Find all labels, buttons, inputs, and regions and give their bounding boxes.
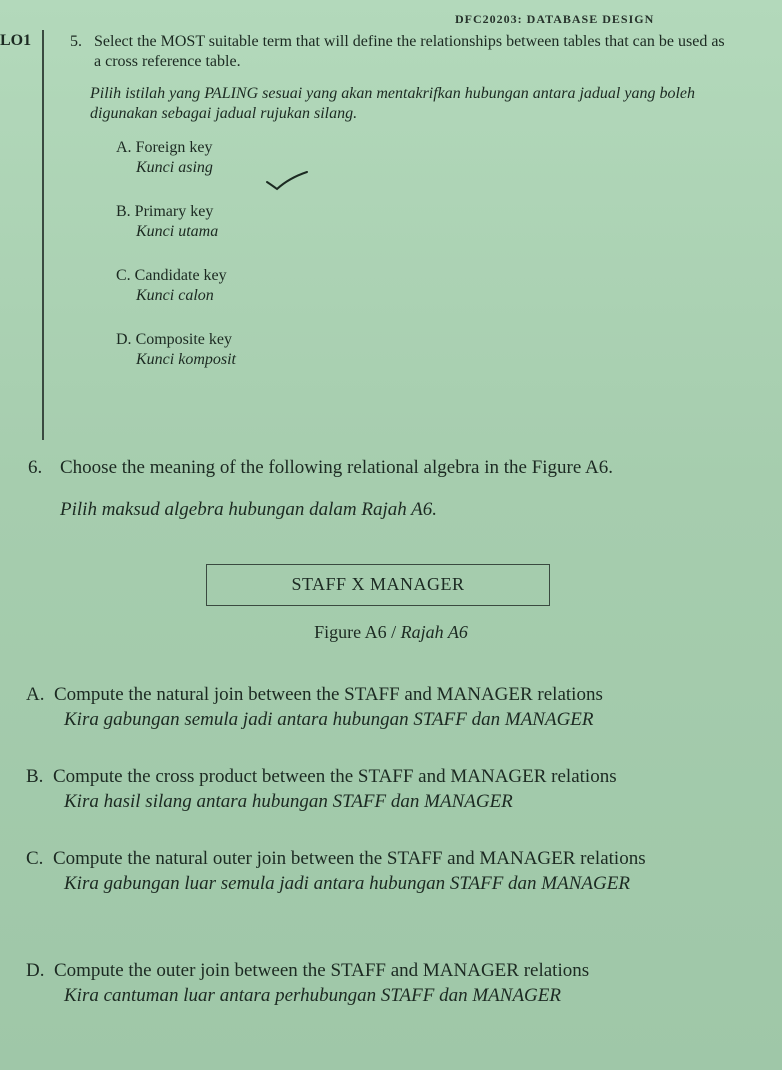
q5-option-b-en: Primary key	[134, 203, 214, 220]
q6-option-d-ms: Kira cantuman luar antara perhubungan STAFF dan MANAGER	[64, 985, 561, 1006]
q5-option-b-letter: B.	[116, 203, 131, 220]
q5-option-a-en: Foreign key	[135, 139, 213, 156]
learning-outcome-label: LO1	[0, 32, 32, 49]
q6-option-d-letter: D.	[26, 960, 45, 981]
q6-option-a-letter: A.	[26, 684, 45, 705]
question-6-number: 6.	[28, 457, 43, 478]
q5-option-d-letter: D.	[116, 331, 132, 348]
margin-divider	[42, 30, 44, 440]
q6-option-d-en: Compute the outer join between the STAFF and MANAGER relations	[53, 960, 590, 981]
course-header: DFC20203: DATABASE DESIGN	[455, 12, 655, 26]
answer-tick-icon	[265, 170, 309, 192]
q5-option-a-letter: A.	[116, 139, 132, 156]
figure-caption-en: Figure A6 /	[314, 622, 397, 642]
q6-option-b-en: Compute the cross product between the STAFF and MANAGER relations	[52, 766, 617, 787]
figure-caption-ms: Rajah A6	[400, 622, 468, 642]
question-5-stem	[70, 32, 730, 72]
q5-option-a-ms: Kunci asing	[136, 159, 213, 176]
question-5-text-en: Select the MOST suitable term that will define the relationships between tables that can be used as a cross reference table.	[94, 33, 725, 70]
q5-option-a[interactable]	[116, 138, 730, 178]
question-6	[28, 456, 758, 522]
question-6-text-en: Choose the meaning of the following relational algebra in the Figure A6.	[60, 457, 613, 478]
q6-option-c-ms: Kira gabungan luar semula jadi antara hubungan STAFF dan MANAGER	[64, 873, 630, 894]
q6-option-a-ms: Kira gabungan semula jadi antara hubungan STAFF dan MANAGER	[64, 709, 594, 730]
q5-option-c-en: Candidate key	[134, 267, 227, 284]
question-6-text-ms: Pilih maksud algebra hubungan dalam Rajah A6.	[60, 499, 437, 520]
figure-a6-caption	[0, 622, 782, 643]
question-5-number: 5.	[70, 33, 82, 50]
q6-option-c-letter: C.	[26, 848, 44, 869]
q6-option-b-letter: B.	[26, 766, 44, 787]
q5-option-d[interactable]	[116, 330, 730, 370]
question-5	[70, 32, 730, 370]
q6-option-b[interactable]	[26, 764, 766, 814]
q5-option-c[interactable]	[116, 266, 730, 306]
q5-option-b-ms: Kunci utama	[136, 223, 219, 240]
q6-option-c[interactable]	[26, 846, 766, 896]
figure-a6-box: STAFF X MANAGER	[206, 564, 550, 606]
q5-option-b[interactable]	[116, 202, 730, 242]
question-6-stem	[28, 456, 758, 480]
q6-option-a-en: Compute the natural join between the STAFF and MANAGER relations	[53, 684, 603, 705]
q5-option-c-letter: C.	[116, 267, 131, 284]
q5-option-d-ms: Kunci komposit	[136, 351, 236, 368]
q6-option-b-ms: Kira hasil silang antara hubungan STAFF dan MANAGER	[64, 791, 513, 812]
question-5-text-ms: Pilih istilah yang PALING sesuai yang akan mentakrifkan hubungan antara jadual yang boleh digunakan sebagai jadual rujukan silang.	[90, 85, 695, 122]
q5-option-d-en: Composite key	[135, 331, 232, 348]
q6-option-c-en: Compute the natural outer join between the STAFF and MANAGER relations	[52, 848, 646, 869]
q6-option-d[interactable]	[26, 958, 766, 1008]
q6-option-a[interactable]	[26, 682, 766, 732]
q5-option-c-ms: Kunci calon	[136, 287, 214, 304]
